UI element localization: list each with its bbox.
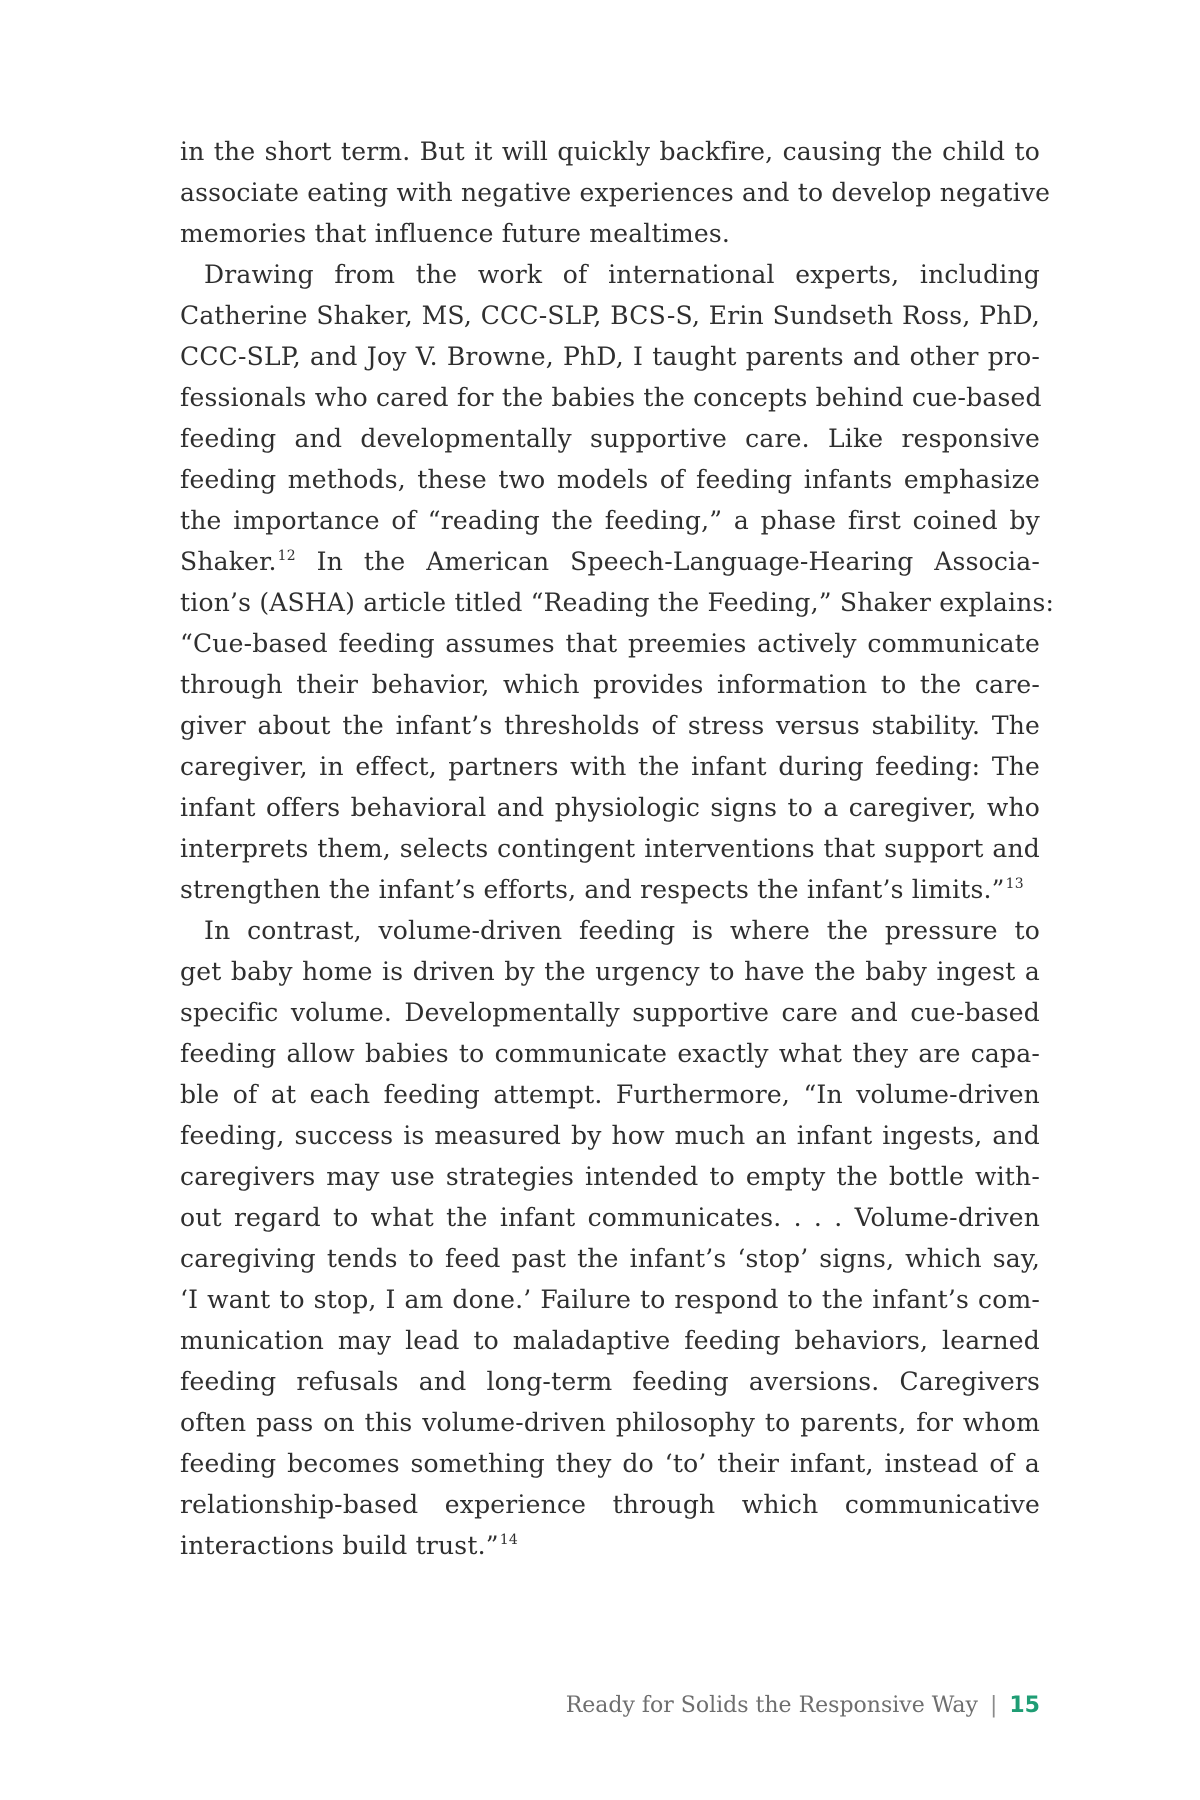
body-text <box>180 131 1055 1566</box>
text-line: ble of at each feeding attempt. Furthermore, “In volume-driven <box>180 1080 1040 1109</box>
text-line: infant offers behavioral and physiologic signs to a caregiver, who <box>180 793 1040 822</box>
line-text: Shaker. <box>180 547 277 576</box>
footer-separator: | <box>989 1693 998 1718</box>
text-line <box>180 869 1040 910</box>
text-line: out regard to what the infant communicates. . . . Volume-driven <box>180 1203 1040 1232</box>
text-line: fessionals who cared for the babies the concepts behind cue-based <box>180 383 1042 412</box>
text-line: feeding becomes something they do ‘to’ their infant, instead of a <box>180 1449 1040 1478</box>
text-line: get baby home is driven by the urgency to have the baby ingest a <box>180 957 1040 986</box>
text-line: feeding methods, these two models of feeding infants emphasize <box>180 465 1040 494</box>
footnote-reference: 12 <box>277 548 296 564</box>
text-line <box>180 1525 1040 1566</box>
text-line: feeding and developmentally supportive care. Like responsive <box>180 424 1040 453</box>
footnote-reference: 14 <box>499 1532 518 1548</box>
text-line: feeding refusals and long-term feeding aversions. Caregivers <box>180 1367 1040 1396</box>
text-line: ‘I want to stop, I am done.’ Failure to respond to the infant’s com- <box>180 1285 1040 1314</box>
text-line: often pass on this volume-driven philosophy to parents, for whom <box>180 1408 1040 1437</box>
text-line: through their behavior, which provides information to the care- <box>180 670 1040 699</box>
text-line: the importance of “reading the feeding,” a phase first coined by <box>180 506 1040 535</box>
text-line: specific volume. Developmentally supportive care and cue-based <box>180 998 1040 1027</box>
text-line: interprets them, selects contingent interventions that support and <box>180 834 1040 863</box>
text-line <box>180 541 1040 582</box>
line-text: strengthen the infant’s efforts, and respects the infant’s limits.” <box>180 875 1005 904</box>
page-number: 15 <box>1009 1693 1040 1718</box>
text-line: memories that influence future mealtimes. <box>180 219 731 248</box>
text-line: in the short term. But it will quickly backfire, causing the child to <box>180 137 1040 166</box>
text-line: In contrast, volume-driven feeding is where the pressure to <box>204 916 1040 945</box>
footnote-reference: 13 <box>1005 876 1024 892</box>
text-line: “Cue-based feeding assumes that preemies actively communicate <box>180 629 1040 658</box>
text-line: Drawing from the work of international experts, including <box>204 260 1040 289</box>
paragraph <box>180 910 1040 1566</box>
text-line: caregiver, in effect, partners with the infant during feeding: The <box>180 752 1040 781</box>
paragraph <box>180 131 1051 254</box>
line-text: interactions build trust.” <box>180 1531 499 1560</box>
text-line: caregiving tends to feed past the infant’s ‘stop’ signs, which say, <box>180 1244 1040 1273</box>
text-line: munication may lead to maladaptive feeding behaviors, learned <box>180 1326 1040 1355</box>
text-line: relationship-based experience through which communicative <box>180 1490 1040 1519</box>
text-line: caregivers may use strategies intended to empty the bottle with- <box>180 1162 1040 1191</box>
text-line: feeding allow babies to communicate exactly what they are capa- <box>180 1039 1040 1068</box>
text-line: Catherine Shaker, MS, CCC-SLP, BCS-S, Erin Sundseth Ross, PhD, <box>180 301 1040 330</box>
text-line: tion’s (ASHA) article titled “Reading the Feeding,” Shaker explains: <box>180 588 1055 617</box>
paragraph <box>180 254 1055 910</box>
text-line: associate eating with negative experiences and to develop negative <box>180 178 1051 207</box>
text-line: CCC-SLP, and Joy V. Browne, PhD, I taught parents and other pro- <box>180 342 1040 371</box>
line-text: In the American Speech-Language-Hearing Associa- <box>295 547 1040 576</box>
running-title: Ready for Solids the Responsive Way <box>565 1693 978 1718</box>
text-line: giver about the infant’s thresholds of stress versus stability. The <box>180 711 1040 740</box>
page-footer <box>566 1693 1040 1718</box>
text-line: feeding, success is measured by how much an infant ingests, and <box>180 1121 1040 1150</box>
